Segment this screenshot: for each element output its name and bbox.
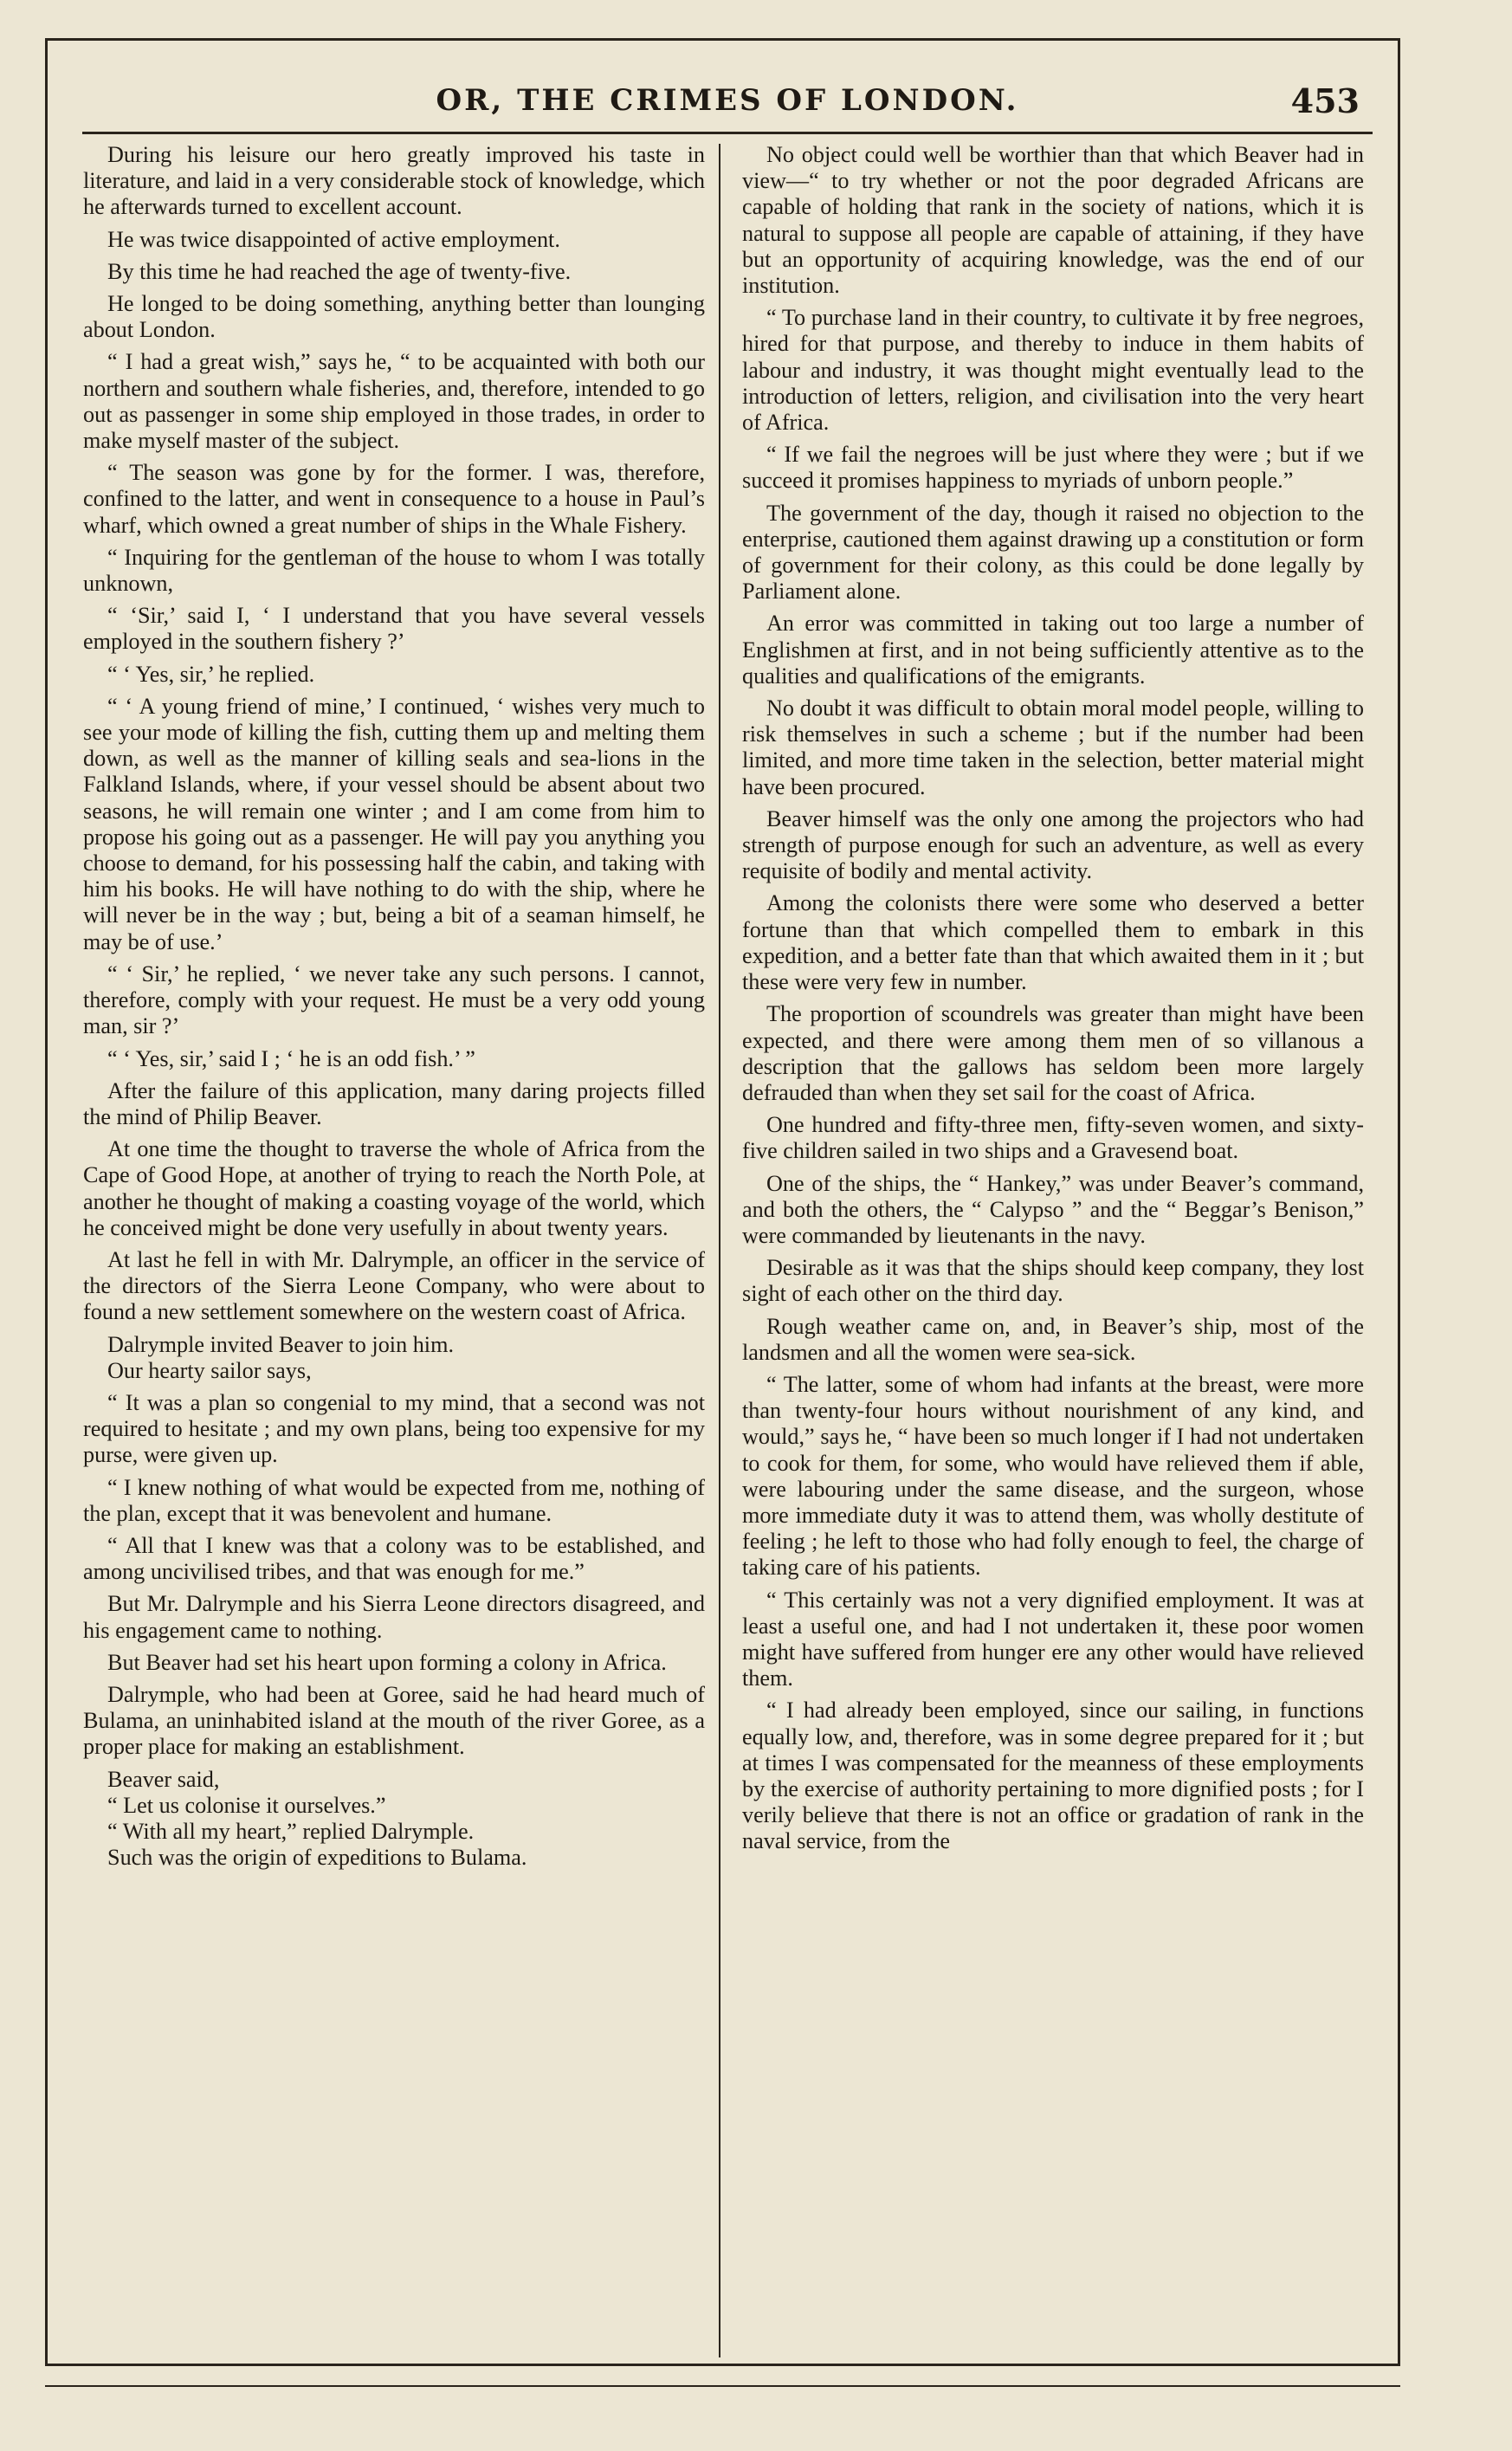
paragraph: No doubt it was difficult to obtain moral model people, willing to risk themselves in such a scheme ; but if the number had been limited, and more time taken in the selection, better material might have been procured.	[742, 695, 1364, 799]
paragraph: “ ‘ A young friend of mine,’ I continued, ‘ wishes very much to see your mode of killing the fish, cutting them up and melting them down, as well as the manner of killing seals and sea-lions in the Falkland Islands, where, if your vessel should be absent about two seasons, he will remain one winter ; and I am come from him to propose his going out as a passenger. He will pay you anything you choose to demand, for his possessing half the cabin, and taking with him his books. He will have nothing to do with the ship, where he will never be in the way ; but, being a bit of a seaman himself, he may be of use.’	[83, 693, 705, 954]
paragraph: “ Let us colonise it ourselves.”	[107, 1792, 386, 1818]
paragraph: At last he fell in with Mr. Dalrymple, an officer in the service of the directors of the Sierra Leone Company, who were about to found a new settlement somewhere on the western coast of Africa.	[83, 1246, 705, 1325]
paragraph: Dalrymple invited Beaver to join him.	[107, 1331, 454, 1357]
paragraph: “ Inquiring for the gentleman of the house to whom I was totally unknown,	[83, 544, 705, 597]
paragraph: “ ‘Sir,’ said I, ‘ I understand that you have several vessels employed in the southern fishery ?’	[83, 603, 705, 655]
paragraph: Dalrymple, who had been at Goree, said he had heard much of Bulama, an uninhabited island at the mouth of the river Goree, as a proper place for making an establishment.	[83, 1681, 705, 1760]
paragraph: But Beaver had set his heart upon forming a colony in Africa.	[107, 1649, 667, 1675]
column-divider	[719, 144, 720, 2357]
paragraph: “ I knew nothing of what would be expected from me, nothing of the plan, except that it was benevolent and humane.	[83, 1474, 705, 1526]
paragraph: During his leisure our hero greatly improved his taste in literature, and laid in a very considerable stock of knowledge, which he afterwards turned to excellent account.	[83, 142, 705, 220]
paragraph: “ All that I knew was that a colony was to be established, and among uncivilised tribes, and that was enough for me.”	[83, 1532, 705, 1585]
paragraph: An error was committed in taking out too large a number of Englishmen at first, and in not being sufficiently attentive as to the qualities and qualifications of the emigrants.	[742, 611, 1364, 689]
paragraph: At one time the thought to traverse the whole of Africa from the Cape of Good Hope, at another of trying to reach the North Pole, at another he thought of making a coasting voyage of the world, which he conceived might be done very usefully in about twenty years.	[83, 1136, 705, 1240]
paragraph: One hundred and fifty-three men, fifty-seven women, and sixty-five children sailed in two ships and a Gravesend boat.	[742, 1112, 1364, 1164]
paragraph: He longed to be doing something, anything better than lounging about London.	[83, 291, 705, 343]
paragraph: “ It was a plan so congenial to my mind, that a second was not required to hesitate ; and my own plans, being too expensive for my purse, were given up.	[83, 1389, 705, 1468]
right-column	[742, 142, 1364, 1861]
paragraph: Beaver said,	[107, 1766, 220, 1792]
paragraph: “ To purchase land in their country, to cultivate it by free negroes, hired for that purpose, and thereby to induce in them habits of labour and industry, it was thought might eventually lead to the introduction of letters, religion, and civilisation into the very heart of Africa.	[742, 305, 1364, 436]
paragraph: Desirable as it was that the ships should keep company, they lost sight of each other on the third day.	[742, 1255, 1364, 1307]
paragraph: No object could well be worthier than that which Beaver had in view—“ to try whether or not the poor degraded Africans are capable of holding that rank in the society of nations, which it is natural to suppose all people are capable of attaining, if they have but an opportunity of acquiring knowledge, was the end of our institution.	[742, 142, 1364, 299]
paragraph: The government of the day, though it raised no objection to the enterprise, cautioned them against drawing up a constitution or form of government for their colony, as this could be done legally by Parliament alone.	[742, 500, 1364, 605]
paragraph: “ I had already been employed, since our sailing, in functions equally low, and, therefore, was in some degree prepared for it ; but at times I was compensated for the meanness of these employments by the exercise of authority pertaining to more dignified posts ; for I verily believe that there is not an office or gradation of rank in the naval service, from the	[742, 1698, 1364, 1854]
paragraph: “ ‘ Sir,’ he replied, ‘ we never take any such persons. I cannot, therefore, comply with your request. He must be a very odd young man, sir ?’	[83, 960, 705, 1039]
paragraph: One of the ships, the “ Hankey,” was under Beaver’s command, and both the others, the “ Calypso ” and the “ Beggar’s Benison,” were commanded by lieutenants in the navy.	[742, 1170, 1364, 1248]
left-column	[83, 142, 705, 1871]
paragraph: Such was the origin of expeditions to Bulama.	[107, 1845, 527, 1871]
paragraph: “ ‘ Yes, sir,’ he replied.	[107, 661, 315, 687]
header-rule	[82, 132, 1373, 134]
paragraph: “ I had a great wish,” says he, “ to be acquainted with both our northern and southern whale fisheries, and, therefore, intended to go out as passenger in some ship employed in those trades, in order to make myself master of the subject.	[83, 349, 705, 454]
paragraph: The proportion of scoundrels was greater than might have been expected, and there were among them men of so villanous a description that the gallows has seldom been more largely defrauded than when they set sail for the coast of Africa.	[742, 1001, 1364, 1105]
paragraph: Our hearty sailor says,	[107, 1357, 312, 1383]
paragraph: Beaver himself was the only one among the projectors who had strength of purpose enough for such an adventure, as well as every requisite of bodily and mental activity.	[742, 805, 1364, 884]
paragraph: He was twice disappointed of active employment.	[107, 226, 560, 252]
paragraph: “ This certainly was not a very dignified employment. It was at least a useful one, and had I not undertaken it, these poor women might have suffered from hunger ere any other would have relieved them.	[742, 1587, 1364, 1691]
paragraph: “ With all my heart,” replied Dalrymple.	[107, 1818, 475, 1844]
running-title: OR, THE CRIMES OF LONDON.	[436, 83, 1019, 118]
page-number: 453	[1290, 81, 1360, 120]
paragraph: “ The season was gone by for the former. I was, therefore, confined to the latter, and went in consequence to a house in Paul’s wharf, which owned a great number of ships in the Whale Fishery.	[83, 460, 705, 538]
paragraph: “ The latter, some of whom had infants at the breast, were more than twenty-four hours without nourishment of any kind, and would,” says he, “ have been so much longer if I had not undertaken to cook for them, for some, who would have relieved them if able, were labouring under the same disease, and the surgeon, whose more immediate duty it was to attend them, was wholly destitute of feeling ; he left to those who had folly enough to feel, the charge of taking care of his patients.	[742, 1371, 1364, 1581]
paragraph: “ ‘ Yes, sir,’ said I ; ‘ he is an odd fish.’ ”	[107, 1045, 475, 1071]
paragraph: Rough weather came on, and, in Beaver’s ship, most of the landsmen and all the women were sea-sick.	[742, 1313, 1364, 1365]
footer-rule	[45, 2385, 1400, 2387]
paragraph: Among the colonists there were some who deserved a better fortune than that which compelled them to embark in this expedition, and a better fate than that which awaited them in it ; but these were very few in number.	[742, 890, 1364, 995]
paragraph: After the failure of this application, many daring projects filled the mind of Philip Beaver.	[83, 1077, 705, 1129]
running-header	[82, 76, 1373, 121]
paragraph: “ If we fail the negroes will be just where they were ; but if we succeed it promises happiness to myriads of unborn people.”	[742, 442, 1364, 494]
paragraph: But Mr. Dalrymple and his Sierra Leone directors disagreed, and his engagement came to nothing.	[83, 1591, 705, 1643]
paragraph: By this time he had reached the age of twenty-five.	[107, 258, 572, 284]
